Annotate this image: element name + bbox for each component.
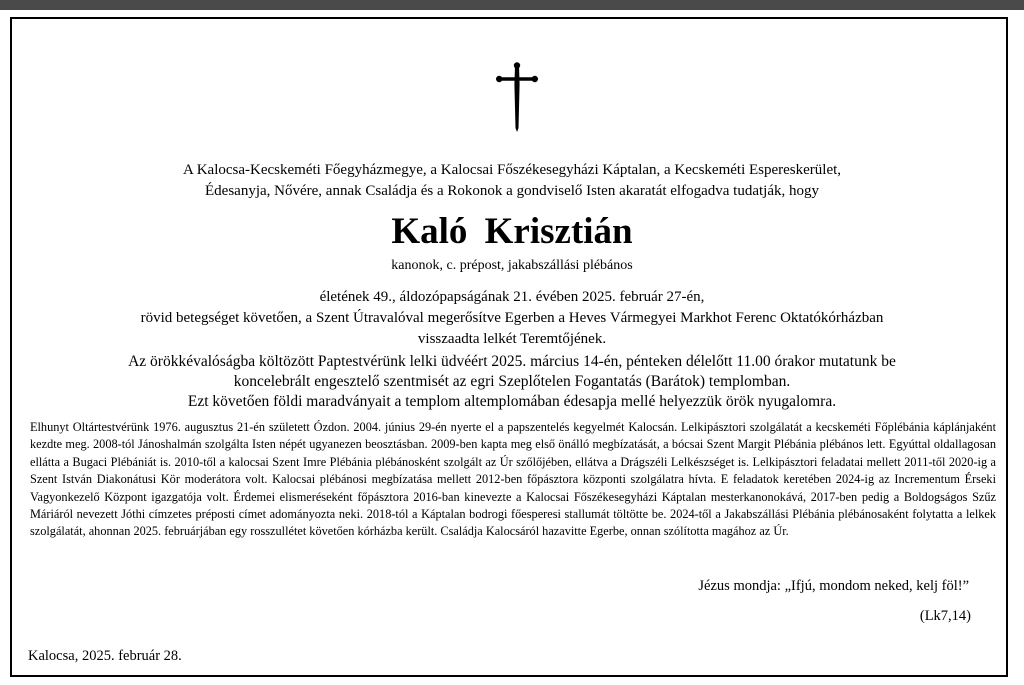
mass-line: koncelebrált engesztelő szentmisét az egri Szeplőtelen Fogantatás (Barátok) templomban. bbox=[233, 373, 791, 390]
biography: Elhunyt Oltártestvérünk 1976. augusztus 21-én született Ózdon. 2004. június 29-én nyerte el a papszentelés kegyelmét Kalocsán. Lelkipásztori szolgálatát a kecskeméti Főplébánia káplánjaként kezdte meg. 2008-tól Jánoshalmán szolgálta Isten népét ugyanezen beosztásban. 2009-ben kapta meg első önálló megbízatását, a bócsai Szent Margit Plébánia plébános lett. Egyúttal oldallagosan ellátta a Bugaci Plébániát is. 2010-től a kalocsai Szent Imre Plébánia plébánosként szolgált az Úr szőlőjében, ellátva a Drágszéli Lelkészséget is. Lelkipásztori feladatai mellett 2011-től 2020-ig a Szent István Diakonátusi Kör moderátora volt. Kalocsai plébánosi megbízatása mellett 2012-ben főpásztora központi szolgálatra hívta. E feladatok keretében 2024-ig az Incrementum Érseki Vagyonkezelő Központ igazgatója volt. Érdemei elismeréseként főpásztora 2016-ban kinevezte a Kalocsai Főszékesegyházi Káptalan mesterkanonokává, 2017-ben pedig a Boldogságos Szűz Máriáról nevezett Jóthi címzetes préposti címet adományozta neki. 2018-tól a Káptalan bodrogi főesperesi stallumát töltötte be. 2024-től a Jakabszállási Plébánia plébánosaként folytatta a lelkek szolgálatát, ahonnan 2025. februárjában egy rosszullétet követően kórházba került. Családja Kalocsáról hazavitte Egerbe, onnan szólította magához az Úr. bbox=[30, 420, 996, 539]
funeral-mass-notice bbox=[20, 352, 1004, 412]
death-notice bbox=[20, 287, 1004, 350]
death-line: életének 49., áldozópapságának 21. évében 2025. február 27-én, bbox=[319, 289, 705, 305]
bible-quote: Jézus mondja: „Ifjú, mondom neked, kelj föl!” bbox=[698, 578, 969, 594]
place-and-date: Kalocsa, 2025. február 28. bbox=[28, 648, 182, 664]
deceased-title: kanonok, c. prépost, jakabszállási plébános bbox=[391, 258, 633, 273]
intro-announcement bbox=[20, 160, 1004, 202]
cross-icon bbox=[495, 62, 539, 132]
intro-line: Édesanyja, Nővére, annak Családja és a Rokonok a gondviselő Isten akaratát elfogadva tudatják, hogy bbox=[205, 183, 819, 199]
top-bar bbox=[0, 0, 1024, 10]
intro-line: A Kalocsa-Kecskeméti Főegyházmegye, a Kalocsai Főszékesegyházi Káptalan, a Kecskeméti Espereskerület, bbox=[182, 162, 842, 178]
death-line: visszaadta lelkét Teremtőjének. bbox=[417, 331, 607, 347]
bible-reference: (Lk7,14) bbox=[919, 608, 971, 624]
deceased-name: Kaló Krisztián bbox=[391, 211, 633, 252]
mass-line: Az örökkévalóságba költözött Paptestvérünk lelki üdvéért 2025. március 14-én, pénteken délelőtt 11.00 órakor mutatunk be bbox=[128, 353, 896, 370]
mass-line: Ezt követően földi maradványait a templom altemplomában édesapja mellé helyezzük örök nyugalomra. bbox=[187, 393, 837, 410]
death-line: rövid betegséget követően, a Szent Útravalóval megerősítve Egerben a Heves Vármegyei Markhot Ferenc Oktatókórházban bbox=[140, 310, 884, 326]
